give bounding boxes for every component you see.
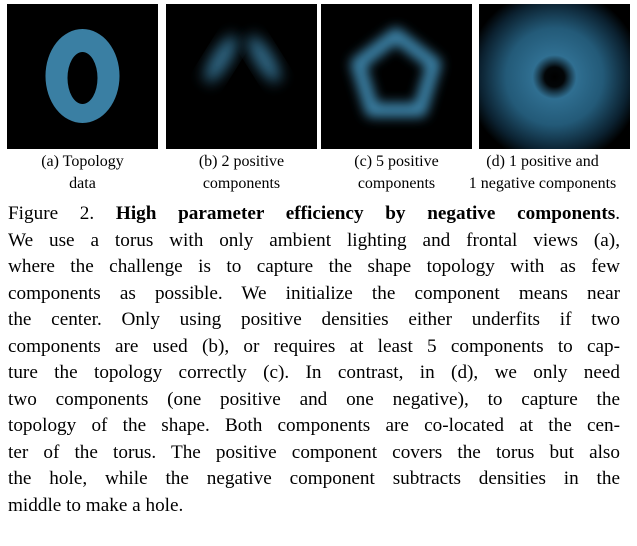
subcaption-c: (c) 5 positive components: [354, 153, 439, 192]
caption-line: middle to make a hole.: [8, 494, 184, 516]
panel-a-topology-image: [7, 4, 158, 149]
caption-line: the hole, while the negative component subtracts densities in the: [8, 468, 620, 489]
panel-c-five-positive-image: [321, 4, 472, 149]
subcaption-b: (b) 2 positive components: [198, 153, 285, 192]
figure-caption: [8, 201, 620, 519]
caption-heading-line: Figure 2. High parameter efficiency by negative components.: [8, 203, 620, 224]
caption-line: topology of the shape. Both components are co-located at the cen-: [8, 415, 620, 436]
subcaption-d: (d) 1 positive and 1 negative components: [468, 153, 617, 192]
caption-line: We use a torus with only ambient lighting and frontal views (a),: [8, 229, 620, 251]
caption-line: two components (one positive and one negative), to capture the: [8, 388, 620, 410]
negative-component-hole: [533, 55, 577, 99]
panel-d-positive-negative-image: [479, 4, 630, 149]
subcaption-a: (a) Topology data: [41, 153, 124, 192]
caption-line: components are used (b), or requires at least 5 components to cap-: [8, 335, 620, 357]
caption-line: where the challenge is to capture the shape topology with as few: [8, 256, 620, 277]
gaussian-render-c: [321, 4, 472, 149]
caption-line: components as possible. We initialize the component means near: [8, 282, 620, 304]
caption-line: ter of the torus. The positive component covers the torus but also: [8, 441, 620, 463]
gaussian-render-d: [479, 4, 630, 149]
panel-b-two-positive-image: [166, 4, 317, 149]
torus-render-a: [7, 4, 158, 149]
gaussian-render-b: [166, 4, 317, 149]
caption-line: the center. Only using positive densities either underfits if two: [8, 309, 620, 330]
figure-label: Figure 2.: [8, 203, 95, 224]
caption-title: High parameter efficiency by negative components: [115, 203, 616, 224]
caption-line: ture the topology correctly (c). In contrast, in (d), we only need: [8, 362, 620, 383]
